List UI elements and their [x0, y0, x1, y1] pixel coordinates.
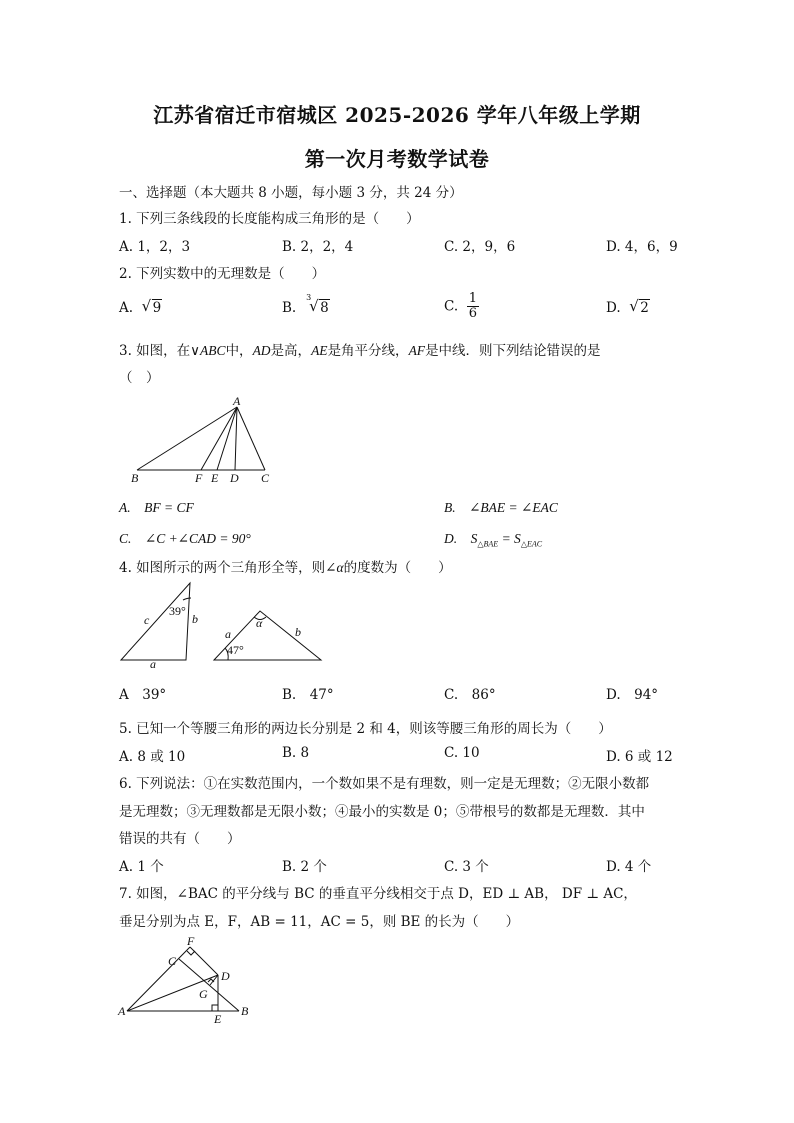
- page-title-line1: 江苏省宿迁市宿城区 2025-2026 学年八年级上学期: [153, 103, 641, 127]
- q3-option-a: A. BF = CF: [119, 500, 194, 515]
- q1-option-a: A. 1，2，3: [119, 239, 191, 255]
- q7-label-e: E: [214, 1012, 222, 1025]
- segment-ad: [235, 407, 237, 470]
- q5-option-b: B. 8: [282, 745, 310, 761]
- segment-ae: [217, 407, 237, 470]
- q3-label-e: E: [211, 471, 219, 485]
- q3-option-d: [444, 527, 542, 549]
- q3-triangle: ∨ABC: [190, 343, 226, 358]
- q2-option-d: [606, 297, 650, 316]
- q2-c-label: C.: [444, 298, 459, 315]
- q4-option-b: B. 47°: [282, 687, 334, 703]
- q7-figure: [115, 935, 260, 1025]
- q4-right-b: b: [295, 625, 301, 639]
- q1-option-c: C. 2，9，6: [444, 239, 516, 255]
- q4-right-a: a: [225, 627, 231, 641]
- q3-option-c: C. ∠C +∠CAD = 90°: [119, 531, 251, 546]
- q6-line3: 错误的共有（ ）: [119, 831, 241, 847]
- left-triangle: [121, 583, 190, 660]
- q7-label-a: A: [118, 1004, 126, 1018]
- q3-af: AF: [408, 343, 426, 358]
- q2-option-b: [282, 293, 330, 316]
- q2-b-radicand: 8: [320, 300, 329, 316]
- q5-option-a: A. 8 或 10: [119, 749, 186, 765]
- q7-label-d: D: [221, 969, 230, 983]
- q2-d-radicand: 2: [640, 300, 649, 316]
- q4-option-a: A 39°: [119, 687, 167, 703]
- q4-angle: ∠α: [325, 560, 344, 575]
- q1-option-d: D. 4，6，9: [606, 239, 678, 255]
- segment-af: [127, 947, 190, 1011]
- q3-stem: [119, 339, 601, 359]
- q4-option-d: D. 94°: [606, 687, 659, 703]
- q4-left-angle: 39°: [169, 604, 186, 618]
- q5-option-d: D. 6 或 12: [606, 749, 673, 765]
- fraction: [467, 292, 479, 321]
- section-heading: 一、选择题（本大题共 8 小题，每小题 3 分，共 24 分）: [119, 185, 463, 201]
- right-angle-g: [208, 979, 214, 982]
- q3-stem-mid1: 中，: [225, 343, 253, 359]
- q5-stem: 5. 已知一个等腰三角形的两边长分别是 2 和 4，则该等腰三角形的周长为（ ）: [119, 721, 612, 737]
- q2-stem: 2. 下列实数中的无理数是（ ）: [119, 266, 326, 282]
- q3-stem-mid3: 是角平分线，: [327, 343, 409, 359]
- q7-line1: 7. 如图，∠BAC 的平分线与 BC 的垂直平分线相交于点 D，ED ⊥ AB， DF ⊥ AC，: [119, 886, 637, 902]
- q2-c-numerator: 1: [468, 291, 478, 306]
- q4-left-c: c: [144, 613, 150, 627]
- q3-d-mid: = S: [498, 531, 521, 546]
- q2-option-a: [119, 297, 162, 316]
- q3-d-label: D. S: [444, 531, 478, 546]
- q6-option-c: C. 3 个: [444, 859, 489, 875]
- q2-option-c: [444, 292, 479, 321]
- q3-stem-prefix: 3. 如图，在: [119, 343, 191, 359]
- q6-option-d: D. 4 个: [606, 859, 652, 875]
- q4-stem-prefix: 4. 如图所示的两个三角形全等，则: [119, 560, 326, 576]
- sqrt-symbol: √ 9: [141, 297, 162, 316]
- q4-left-b: b: [192, 612, 198, 626]
- q6-option-a: A. 1 个: [119, 859, 164, 875]
- left-angle-arc: [183, 598, 191, 600]
- q4-figure: [115, 578, 330, 673]
- q4-right-angle: 47°: [227, 643, 244, 657]
- q6-line2: 是无理数；③无理数都是无限小数；④最小的实数是 0；⑤带根号的数都是无理数．其中: [119, 804, 645, 820]
- segment-ab: [137, 407, 237, 470]
- q3-paren: （ ）: [119, 370, 160, 386]
- q6-option-b: B. 2 个: [282, 859, 327, 875]
- q3-ae: AE: [311, 343, 328, 358]
- q2-a-radicand: 9: [152, 300, 162, 316]
- q3-option-b: B. ∠BAE = ∠EAC: [444, 500, 558, 515]
- q7-line2: 垂足分别为点 E，F，AB = 11，AC = 5，则 BE 的长为（ ）: [119, 914, 520, 930]
- q3-stem-end: 是中线．则下列结论错误的是: [425, 343, 601, 359]
- q3-figure: [125, 395, 285, 490]
- q3-label-c: C: [261, 471, 270, 485]
- q4-right-alpha: α: [256, 616, 263, 630]
- segment-cb: [179, 959, 239, 1011]
- q4-stem-end: 的度数为（ ）: [343, 560, 452, 576]
- q3-label-a: A: [233, 395, 241, 408]
- q1-option-b: B. 2，2，4: [282, 239, 354, 255]
- q2-d-label: D.: [606, 300, 621, 316]
- q6-line1: 6. 下列说法：①在实数范围内，一个数如果不是有理数，则一定是无理数；②无限小数都: [119, 776, 650, 792]
- q2-c-denominator: 6: [468, 306, 478, 321]
- q4-stem: [119, 556, 452, 576]
- q7-label-g: G: [199, 987, 208, 1001]
- segment-af: [201, 407, 237, 470]
- right-angle-e: [212, 1005, 218, 1011]
- q3-label-f: F: [195, 471, 203, 485]
- q3-d-sub1: △BAE: [477, 539, 499, 549]
- page-title-line2: 第一次月考数学试卷: [304, 147, 490, 171]
- sqrt-symbol: √ 2: [629, 297, 649, 316]
- q7-label-f: F: [187, 935, 195, 948]
- q3-label-d: D: [230, 471, 239, 485]
- q3-label-b: B: [131, 471, 139, 485]
- q3-d-sub2: △EAC: [520, 539, 543, 549]
- segment-ac: [237, 407, 265, 470]
- q7-label-c: C: [168, 954, 177, 968]
- q4-option-c: C. 86°: [444, 687, 496, 703]
- q2-b-label: B.: [282, 300, 297, 316]
- q3-ad: AD: [252, 343, 271, 358]
- cube-root-symbol: 3 √ 8: [306, 293, 329, 316]
- q7-label-b: B: [241, 1004, 249, 1018]
- q2-a-label: A.: [119, 300, 134, 316]
- right-angle-f: [187, 951, 195, 955]
- q1-stem: 1. 下列三条线段的长度能构成三角形的是（ ）: [119, 211, 420, 227]
- q4-left-a: a: [150, 657, 156, 671]
- q5-option-c: C. 10: [444, 745, 480, 761]
- q2-b-index: 3: [306, 293, 312, 302]
- q3-stem-mid2: 是高，: [270, 343, 312, 359]
